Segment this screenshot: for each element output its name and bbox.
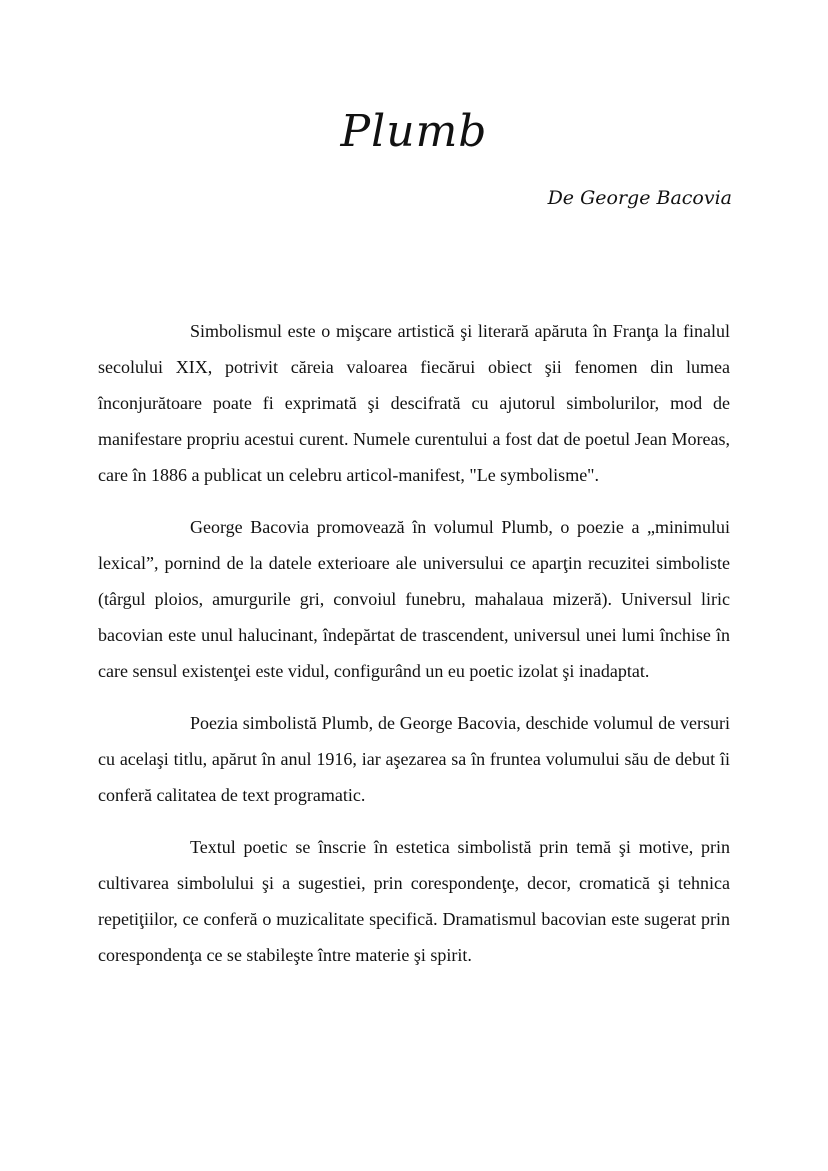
paragraph-3: Poezia simbolistă Plumb, de George Bacovia, deschide volumul de versuri cu acelaşi titlu, apărut în anul 1916, iar aşezarea sa în fruntea volumului său de debut îi conferă calitatea de text programatic. — [98, 713, 730, 805]
author-line: De George Bacovia — [547, 187, 732, 209]
paragraph-2: George Bacovia promovează în volumul Plumb, o poezie a „minimului lexical”, pornind de la datele exterioare ale universului ce aparţin recuzitei simboliste (târgul ploios, amurgurile gri, convoiul funebru, mahalaua mizeră). Universul liric bacovian este unul halucinant, îndepărtat de trascendent, universul unei lumi închise în care sensul existenţei este vidul, configurând un eu poetic izolat şi inadaptat. — [98, 517, 730, 681]
document-body — [98, 313, 730, 989]
document-title: Plumb — [340, 106, 488, 157]
paragraph-1: Simbolismul este o mişcare artistică şi literară apăruta în Franţa la finalul secolului XIX, potrivit căreia valoarea fiecărui obiect şii fenomen din lumea înconjurătoare poate fi exprimată şi descifrată cu ajutorul simbolurilor, mod de manifestare propriu acestui curent. Numele curentului a fost dat de poetul Jean Moreas, care în 1886 a publicat un celebru articol-manifest, "Le symbolisme". — [98, 321, 730, 485]
paragraph-4: Textul poetic se înscrie în estetica simbolistă prin temă şi motive, prin cultivarea simbolului şi a sugestiei, prin corespondenţe, decor, cromatică şi tehnica repetiţiilor, ce conferă o muzicalitate specifică. Dramatismul bacovian este sugerat prin corespondenţa ce se stabileşte între materie şi spirit. — [98, 837, 730, 965]
